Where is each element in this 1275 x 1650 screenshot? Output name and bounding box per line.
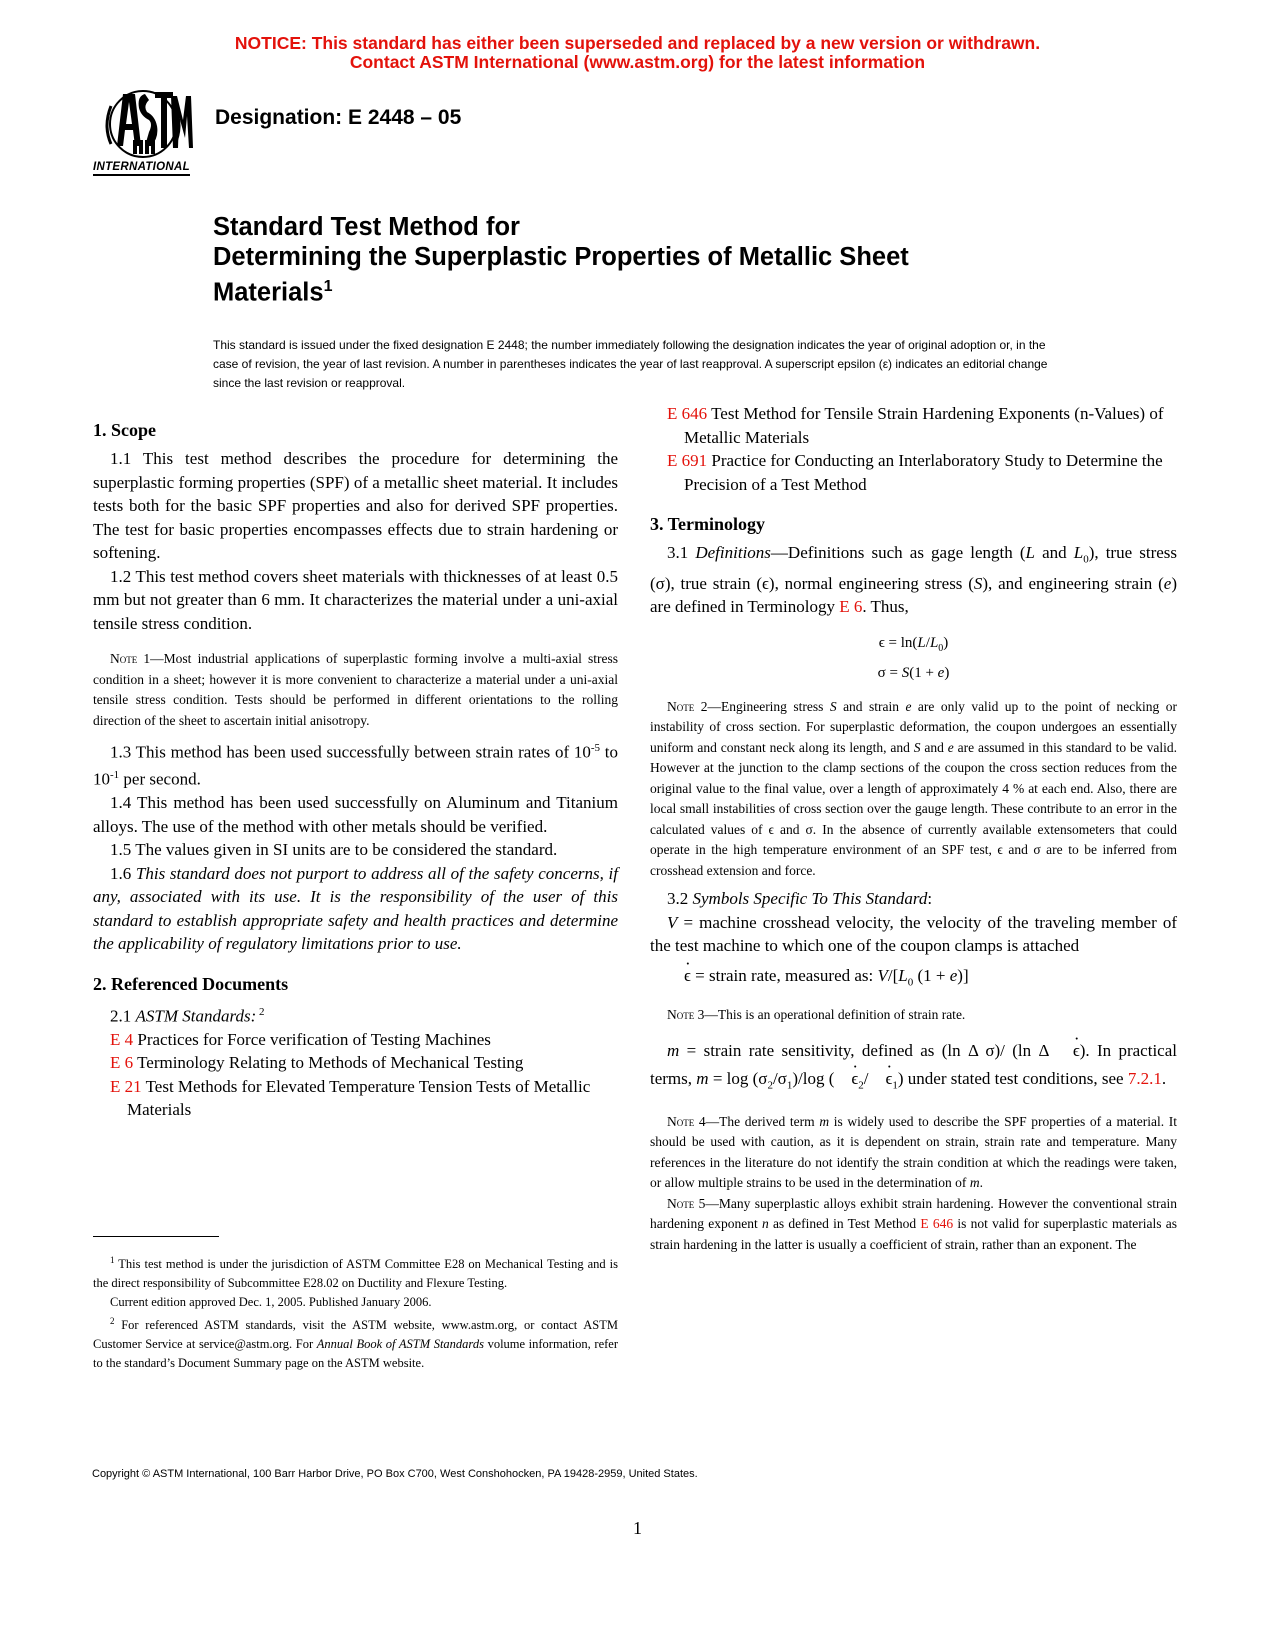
- footnote-1-mark: 1: [110, 1255, 115, 1265]
- equation-stress: [650, 661, 1177, 685]
- ref-e6-text: Terminology Relating to Methods of Mechanical Testing: [133, 1053, 524, 1073]
- footnote-2-mark: 2: [110, 1316, 115, 1327]
- symbol-rate-sub: 0: [907, 976, 914, 989]
- symbol-m-g: ) under stated test conditions, see: [897, 1069, 1128, 1089]
- note-4-a: 4—The derived term: [694, 1113, 820, 1129]
- symbol-m-ref-link[interactable]: 7.2.1: [1127, 1069, 1162, 1089]
- footnote-1-edition: Current edition approved Dec. 1, 2005. Published January 2006.: [110, 1295, 432, 1310]
- note-2-c: are only valid up to the point of necking or instability of cross section. For superplastic deformation, the coupon undergoes an essentially uniform and constant neck along its length, and: [650, 698, 1177, 755]
- para-2-1-num: 2.1: [110, 1006, 136, 1026]
- para-3-1: [650, 541, 1177, 619]
- ref-e21-link[interactable]: E 21: [110, 1076, 142, 1096]
- ref-e646: [650, 402, 1177, 449]
- copyright: Copyright © ASTM International, 100 Barr Harbor Drive, PO Box C700, West Conshohocken, PA 19428-2959, United States.: [92, 1468, 698, 1480]
- symbol-m-a: = strain rate sensitivity, defined as (ln Δ σ)/ (ln Δ: [679, 1041, 1056, 1061]
- footnote-2-text-a: For referenced ASTM standards, visit the ASTM website, www.astm.org, or contact ASTM Customer Service at service@astm.org. For: [93, 1318, 618, 1352]
- para-3-1-end: . Thus,: [862, 597, 909, 617]
- note-4-m2: m: [969, 1175, 980, 1191]
- note-5-ref-link[interactable]: E 646: [920, 1216, 954, 1232]
- symbol-V: [650, 911, 1177, 958]
- footnote-2: [93, 1312, 618, 1373]
- para-2-1-text: ASTM Standards:: [135, 1006, 257, 1026]
- footnote-2-italic: Annual Book of ASTM Standards: [316, 1337, 484, 1352]
- note-5-b: as defined in Test Method: [768, 1216, 921, 1232]
- note-4: [650, 1112, 1177, 1194]
- title-line-2: Determining the Superplastic Properties of Metallic Sheet: [213, 243, 909, 271]
- para-1-5: 1.5 The values given in SI units are to be considered the standard.: [110, 840, 558, 860]
- symbol-m-sub2: 2: [858, 1079, 864, 1092]
- issued-note: This standard is issued under the fixed designation E 2448; the number immediately following the designation indicates the year of original adoption or, in the case of revision, the year of last revision. A number in parentheses indicates the year of last reapproval. A superscript epsilon (ε) indicates an editorial change since the last revision or reapproval.: [213, 338, 1048, 390]
- footnote-2-text-b: volume information, refer to the standard’s Document Summary page on the ASTM website.: [93, 1337, 618, 1371]
- symbol-m-c: = log (σ: [708, 1069, 768, 1089]
- ref-e6: [93, 1051, 618, 1075]
- para-3-1-a: —Definitions such as gage length (: [770, 543, 1026, 562]
- para-3-2-colon: :: [927, 889, 933, 909]
- para-3-1-L0-sub: 0: [1083, 553, 1089, 566]
- symbol-m-s1: 1: [786, 1079, 793, 1092]
- eq1-end: ): [943, 634, 949, 651]
- ref-e21: [93, 1075, 618, 1122]
- ref-e691-text: Practice for Conducting an Interlaboratory Study to Determine the Precision of a Test Method: [684, 451, 1163, 494]
- para-3-1-num: 3.1: [667, 543, 696, 562]
- symbol-rate-end: )]: [957, 965, 969, 985]
- para-1-4: 1.4 This method has been used successfully on Aluminum and Titanium alloys. The use of the method with other metals should be verified.: [93, 793, 618, 836]
- note-1: [93, 649, 618, 731]
- notice-line-2: Contact ASTM International (www.astm.org) for the latest information: [349, 52, 926, 72]
- para-2-1: [93, 1001, 618, 1028]
- footnote-1: [93, 1251, 618, 1293]
- ref-e21-text: Test Methods for Elevated Temperature Tension Tests of Metallic Materials: [127, 1076, 591, 1120]
- symbol-m-e: )/log (: [792, 1069, 835, 1089]
- para-1-3-a: 1.3 This method has been used successfully between strain rates of 10: [110, 742, 591, 762]
- ref-e4-text: Practices for Force verification of Testing Machines: [133, 1029, 491, 1049]
- designation: Designation: E 2448 – 05: [215, 106, 462, 129]
- note-2-S2: S: [913, 739, 921, 755]
- left-column: [93, 420, 618, 1371]
- para-1-6-text: This standard does not purport to address all of the safety concerns, if any, associated with its use. It is the responsibility of the user of this standard to establish appropriate safety and health practices and determine the applicability of regulatory limitations prior to use.: [93, 863, 618, 954]
- eq1-slash: /: [925, 634, 930, 651]
- eq1-a: ϵ = ln(: [878, 634, 918, 651]
- para-2-1-sup: 2: [256, 1005, 265, 1018]
- note-2-a: 2—Engineering stress: [694, 698, 830, 714]
- note-4-m: m: [819, 1113, 830, 1129]
- footnotes: [93, 1236, 618, 1373]
- right-column: [650, 402, 1177, 1255]
- symbol-m-eps1: · ϵ: [869, 1065, 893, 1093]
- para-3-1-d: ) are defined in Terminology: [650, 573, 1177, 617]
- note-3: [650, 1005, 1177, 1026]
- note-2-b: and strain: [836, 698, 906, 714]
- note-2-label: Note: [667, 698, 695, 714]
- title-line-1: Standard Test Method for: [213, 213, 520, 241]
- note-3-label: Note: [667, 1006, 695, 1022]
- equation-strain: [650, 631, 1177, 661]
- ref-e4-link[interactable]: E 4: [110, 1029, 134, 1049]
- footnote-1-text: This test method is under the jurisdiction of ASTM Committee E28 on Mechanical Testing and is the direct responsibility of Subcommittee E28.02 on Ductility and Flexure Testing.: [93, 1257, 618, 1291]
- symbol-m-eps: · ϵ: [1056, 1037, 1080, 1065]
- para-1-3-b: to 10: [93, 742, 618, 789]
- page-number: 1: [633, 1518, 642, 1538]
- symbol-m-eps2: · ϵ: [834, 1065, 858, 1093]
- symbol-rate-L: L: [898, 965, 908, 985]
- referenced-heading: 2. Referenced Documents: [93, 973, 289, 994]
- ref-e691-link[interactable]: E 691: [667, 451, 708, 470]
- para-1-3: [93, 737, 618, 791]
- para-3-1-c: ), and engineering strain (: [982, 573, 1164, 593]
- symbol-rate-e: e: [949, 965, 958, 985]
- para-3-1-ref-link[interactable]: E 6: [839, 597, 863, 617]
- note-4-end: .: [979, 1175, 983, 1191]
- ref-e646-text: Test Method for Tensile Strain Hardening Exponents (n-Values) of Metallic Materials: [684, 404, 1164, 447]
- symbol-rate-eps: · ϵ: [667, 964, 691, 988]
- symbol-rate-b: /[: [887, 965, 899, 985]
- para-3-1-L: L: [1025, 543, 1035, 562]
- para-3-1-e: e: [1163, 573, 1172, 593]
- para-1-3-exp2: -1: [110, 769, 120, 782]
- note-5-c: is not valid for superplastic materials as strain hardening in the latter is usually a coefficient of strain, rather than an exponent. The: [650, 1216, 1177, 1252]
- note-5: [650, 1194, 1177, 1256]
- para-3-2-num: 3.2: [667, 889, 693, 909]
- para-1-2: 1.2 This test method covers sheet materials with thicknesses of at least 0.5 mm but not greater than 6 mm. It characterizes the material under a uni-axial tensile stress condition.: [93, 566, 618, 633]
- ref-e6-link[interactable]: E 6: [110, 1053, 134, 1073]
- para-3-1-L0: L: [1073, 543, 1084, 562]
- symbol-m-s2: 2: [767, 1079, 773, 1092]
- symbol-m-m: m: [696, 1069, 709, 1089]
- symbol-V-var: V: [667, 912, 678, 932]
- eq1-L0: L: [929, 634, 939, 651]
- note-4-label: Note: [667, 1113, 695, 1129]
- title-line-3: Materials: [213, 278, 324, 307]
- para-3-2-term: Symbols Specific To This Standard: [692, 889, 928, 909]
- symbol-m-b: ). In practical terms,: [650, 1041, 1177, 1089]
- note-2-e: e: [905, 698, 912, 714]
- scope-heading: 1. Scope: [93, 420, 156, 440]
- footnote-rule: [93, 1236, 219, 1237]
- symbol-m-d: /σ: [772, 1069, 787, 1089]
- symbol-V-def: = machine crosshead velocity, the velocity of the traveling member of the test machine to which one of the coupon clamps is attached: [650, 912, 1177, 956]
- para-3-1-and: and: [1034, 543, 1074, 562]
- symbol-m-sub1: 1: [892, 1079, 898, 1092]
- para-3-1-b: ), true stress (σ), true strain (ϵ), normal engineering stress (: [650, 543, 1178, 593]
- para-1-6-num: 1.6: [110, 863, 136, 883]
- logo-text: INTERNATIONAL: [93, 160, 190, 176]
- para-3-2: [650, 887, 1177, 911]
- page-title: [213, 212, 909, 308]
- ref-e4: [93, 1028, 618, 1052]
- ref-e691: [650, 449, 1177, 496]
- note-5-n: n: [761, 1216, 769, 1232]
- symbol-rate-c: (1 +: [913, 965, 950, 985]
- note-2: [650, 697, 1177, 882]
- symbol-m-end: .: [1161, 1069, 1167, 1089]
- eq1-L: L: [917, 634, 926, 651]
- terminology-heading: 3. Terminology: [650, 514, 766, 534]
- para-1-3-exp1: -5: [590, 742, 601, 754]
- note-2-S: S: [829, 698, 837, 714]
- note-1-text: 1—Most industrial applications of superplastic forming involve a multi-axial stress condition in a sheet; however it is more convenient to characterize a material under a uni-axial tensile stress condition. Tests should be performed in different orientations to the rolling direction of the sheet to ascertain initial anisotropy.: [93, 651, 618, 728]
- title-footnote-mark: 1: [323, 278, 333, 295]
- eq2-e: e: [937, 664, 945, 681]
- note-5-label: Note: [667, 1195, 695, 1211]
- note-2-d: and: [920, 739, 948, 755]
- note-3-text: 3—This is an operational definition of strain rate.: [694, 1006, 966, 1022]
- eq2-S: S: [901, 664, 910, 681]
- para-1-3-c: per second.: [119, 769, 201, 789]
- para-1-1: 1.1 This test method describes the procedure for determining the superplastic forming properties (SPF) of a metallic sheet material. It includes tests both for the basic SPF properties and also for derived SPF properties. The test for basic properties encompasses effects due to strain hardening or softening.: [93, 449, 618, 562]
- eq1-sub: 0: [938, 642, 944, 654]
- symbol-rate-V: V: [877, 965, 888, 985]
- symbol-m-var: m: [667, 1041, 680, 1061]
- eq2-b: (1 +: [909, 664, 938, 681]
- eq2-end: ): [944, 664, 950, 681]
- note-2-e2: e: [947, 739, 954, 755]
- note-1-label: Note: [110, 651, 138, 666]
- note-2-f: are assumed in this standard to be valid. However at the junction to the clamp sections of the coupon the cross section reduces from the original value to the final value, over a length of approximately 4 % at each end. Also, there are local small instabilities of cross section over the gauge length. These contribute to an error in the calculated values of ϵ and σ. In the absence of currently available extensometers that could operate in the high temperature environment of an SPF test, ϵ and σ are to be inferred from crosshead extension and force.: [650, 739, 1177, 878]
- para-3-1-S: S: [973, 573, 983, 593]
- astm-international-logo-icon: [93, 86, 199, 182]
- para-3-1-term: Definitions: [695, 543, 771, 562]
- ref-e646-link[interactable]: E 646: [667, 404, 708, 423]
- note-4-b: is widely used to describe the SPF properties of a material. It should be used with caution, as it is dependent on strain, strain rate and temperature. Many references in the literature do not identify the strain condition at which the readings were taken, or allow multiple strains to be used in the determination of: [650, 1113, 1177, 1191]
- note-5-a: 5—Many superplastic alloys exhibit strain hardening. However the conventional strain hardening exponent: [650, 1195, 1177, 1232]
- symbol-strain-rate: [650, 964, 1177, 995]
- superseded-notice: [0, 34, 1275, 72]
- notice-line-1: NOTICE: This standard has either been superseded and replaced by a new version or withdrawn.: [234, 33, 1041, 53]
- symbol-m: [650, 1037, 1177, 1099]
- para-1-6: [93, 862, 618, 956]
- symbol-rate-def: = strain rate, measured as:: [690, 965, 878, 985]
- symbol-m-f: /: [863, 1069, 869, 1089]
- eq2-a: σ =: [877, 664, 902, 681]
